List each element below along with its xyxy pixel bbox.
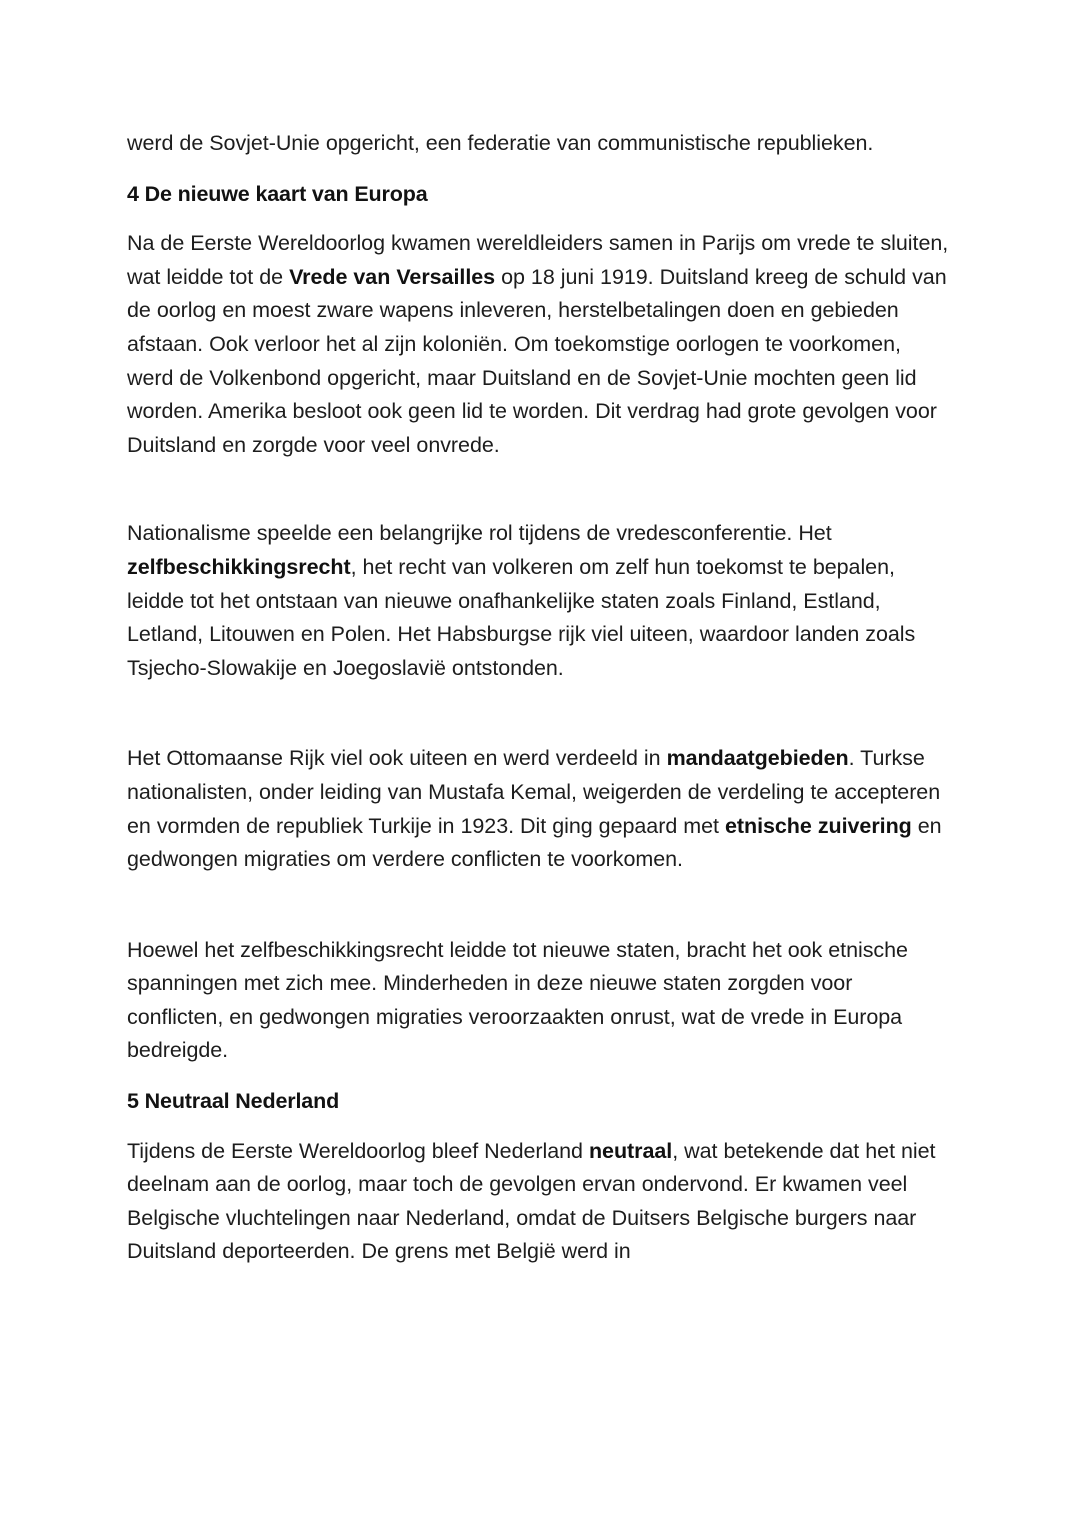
text-run: Na de Eerste Wereldoorlog kwamen wereldleiders samen in Parijs om vrede te sluiten, wat leidde tot de [127,231,949,289]
text-run: , het recht van volkeren om zelf hun toekomst te bepalen, leidde tot het ontstaan van nieuwe onafhankelijke staten zoals Finland, Estland, Letland, Litouwen en Polen. Het Habsburgse rijk viel uiteen, waardoor landen zoals Tsjecho-Slowakije en Joegoslavië ontstonden. [127,554,916,680]
paragraph-sovjet-unie-continued [127,127,953,161]
spacer [127,685,953,742]
term-neutraal: neutraal [588,1138,673,1163]
spacer [127,462,953,517]
term-mandaatgebieden: mandaatgebieden [666,746,849,771]
term-etnische-zuivering: etnische zuivering [724,813,912,838]
paragraph-etnische-spanningen [127,934,953,1068]
heading-4-nieuwe-kaart-van-europa: 4 De nieuwe kaart van Europa [127,181,428,206]
text-run: Nationalisme speelde een belangrijke rol tijdens de vredesconferentie. Het [127,521,832,546]
spacer [127,161,953,178]
spacer [127,1119,953,1135]
text-run: werd de Sovjet-Unie opgericht, een federatie van communistische republieken. [127,131,874,155]
text-run: Tijdens de Eerste Wereldoorlog bleef Nederland [127,1138,589,1163]
text-run: op 18 juni 1919. Duitsland kreeg de schuld van de oorlog en moest zware wapens inleveren, herstelbetalingen doen en gebieden afstaan. Ook verloor het al zijn koloniën. Om toekomstige oorlogen te voorkomen, werd de Volkenbond opgericht, maar Duitsland en de Sovjet-Unie mochten geen lid worden. Amerika besloot ook geen lid te worden. Dit verdrag had grote gevolgen voor Duitsland en zorgde voor veel onvrede. [127,264,947,457]
paragraph-zelfbeschikkingsrecht [127,517,953,685]
spacer [127,877,953,934]
term-zelfbeschikkingsrecht: zelfbeschikkingsrecht [127,554,351,579]
text-run: , wat betekende dat het niet deelnam aan de oorlog, maar toch de gevolgen ervan ondervond. Er kwamen veel Belgische vluchtelingen naar Nederland, omdat de Duitsers Belgische burgers naar Duitsland deporteerden. De grens met België werd in [127,1138,936,1264]
text-run: Hoewel het zelfbeschikkingsrecht leidde tot nieuwe staten, bracht het ook etnische spanningen met zich mee. Minderheden in deze nieuwe staten zorgden voor conflicten, en gedwongen migraties veroorzaakten onrust, wat de vrede in Europa bedreigde. [127,937,908,1063]
text-run: en gedwongen migraties om verdere conflicten te voorkomen. [127,813,942,872]
paragraph-vrede-van-versailles [127,227,953,462]
document-body [127,127,953,1269]
term-vrede-van-versailles: Vrede van Versailles [289,264,496,289]
spacer [127,1068,953,1085]
text-run: . Turkse nationalisten, onder leiding van Mustafa Kemal, weigerden de verdeling te accepteren en vormden de republiek Turkije in 1923. Dit ging gepaard met [127,746,941,838]
spacer [127,211,953,227]
paragraph-nederland-neutraal [127,1135,953,1269]
heading-5-neutraal-nederland: 5 Neutraal Nederland [127,1089,340,1114]
paragraph-ottomaanse-rijk-mandaatgebieden [127,742,953,876]
text-run: Het Ottomaanse Rijk viel ook uiteen en werd verdeeld in [127,746,667,771]
